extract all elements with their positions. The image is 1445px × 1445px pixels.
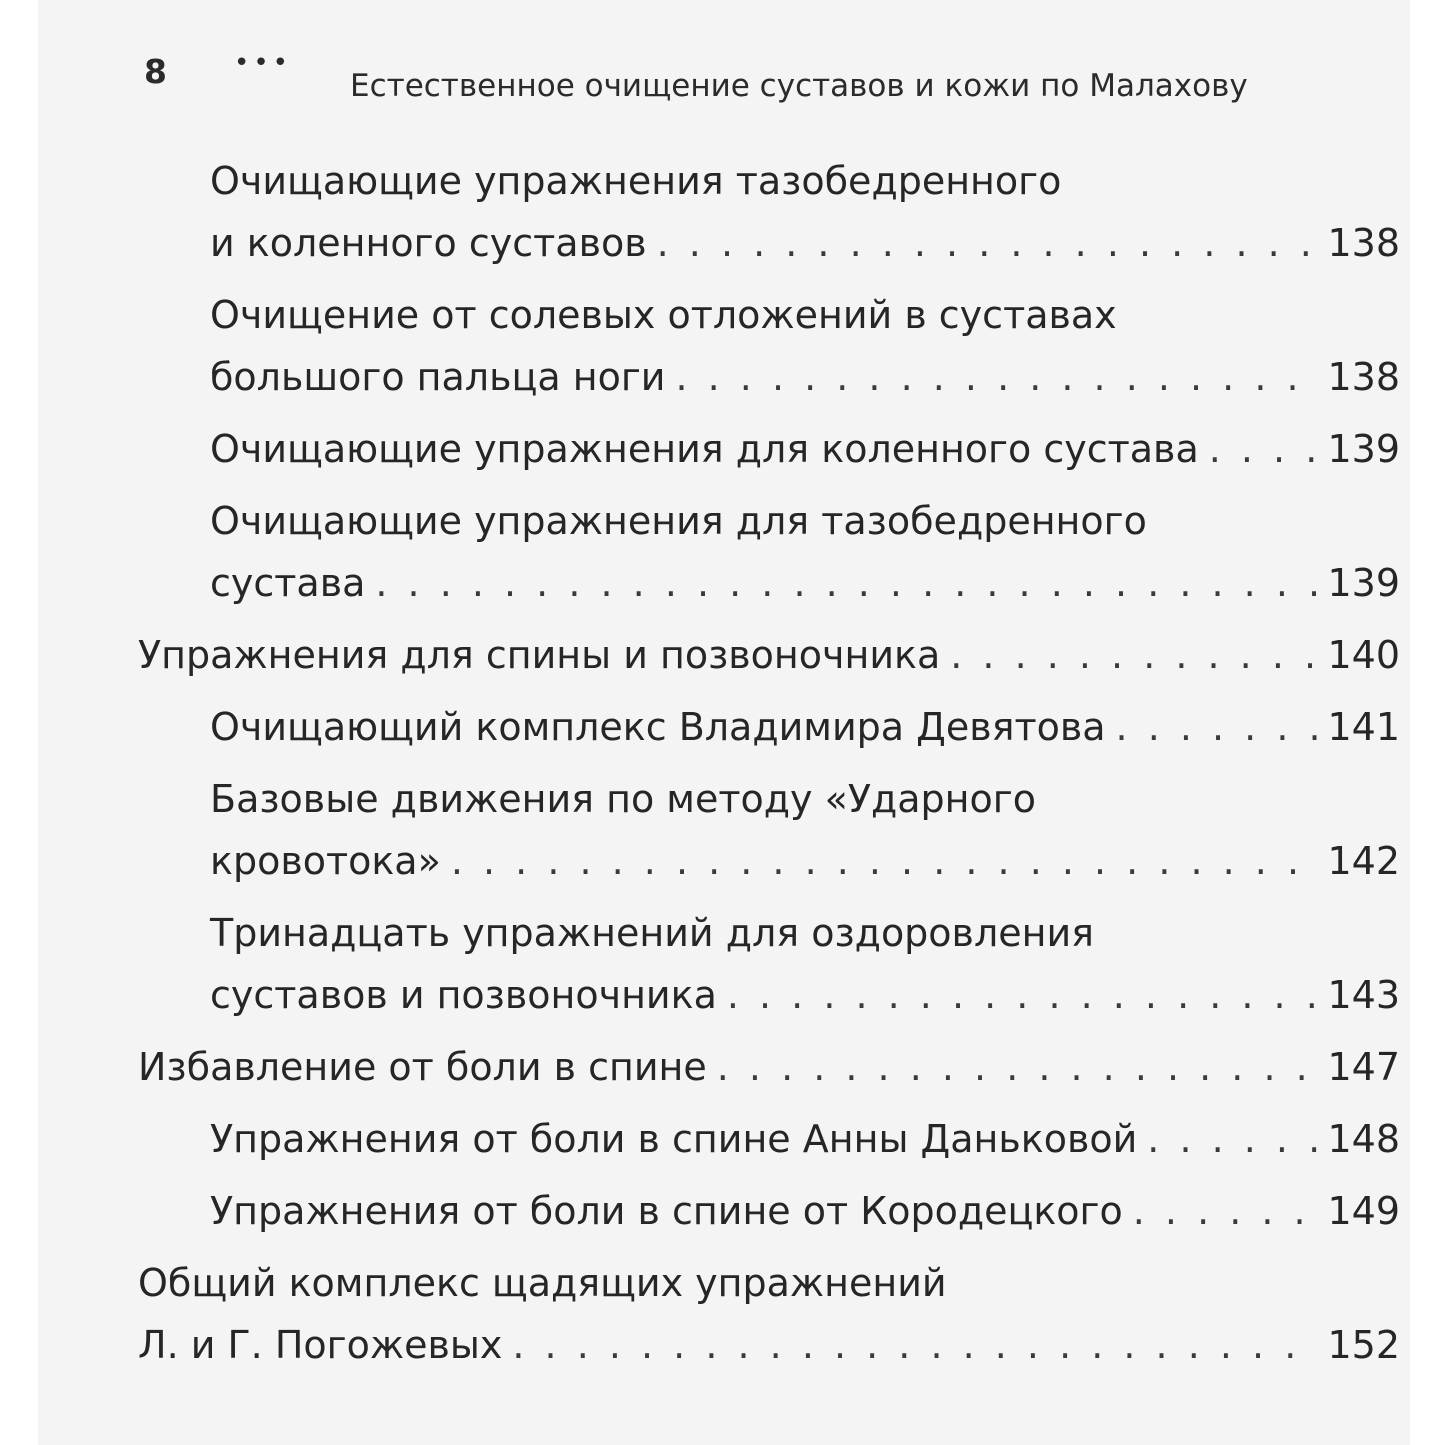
toc-entry-title: Упражнения для спины и позвоночника — [138, 633, 941, 677]
toc-page-number: 141 — [1327, 705, 1400, 749]
toc-entry-last-line — [210, 212, 1400, 274]
dot-leader — [717, 1036, 1318, 1098]
toc-entry-title: Упражнения от боли в спине Анны Даньковой — [210, 1117, 1138, 1161]
dot-leader — [451, 830, 1318, 892]
toc-page-number: 148 — [1327, 1117, 1400, 1161]
toc-entry — [210, 696, 1400, 758]
dot-leader — [375, 552, 1317, 614]
dot-leader — [950, 624, 1317, 686]
toc-entry-last-line — [210, 552, 1400, 614]
dot-leader — [727, 964, 1318, 1026]
dot-leader — [512, 1314, 1317, 1376]
toc-entry — [210, 284, 1400, 408]
toc-entry-title: Очищающие упражнения для коленного сустава — [210, 427, 1199, 471]
dot-leader — [657, 212, 1318, 274]
dot-leader — [675, 346, 1317, 408]
toc-entry — [138, 1252, 1400, 1376]
toc-entry-title: кровотока» — [210, 839, 441, 883]
toc-entry-title-line: Тринадцать упражнений для оздоровления — [210, 911, 1095, 955]
toc-entry-title-line: Общий комплекс щадящих упражнений — [138, 1261, 947, 1305]
toc-page-number: 139 — [1327, 561, 1400, 605]
toc-entry-last-line — [138, 1314, 1400, 1376]
toc-page-number: 143 — [1327, 973, 1400, 1017]
running-title: Естественное очищение суставов и кожи по Малахову — [350, 68, 1248, 104]
header-bullets: ••• — [234, 48, 293, 78]
toc-page-number: 140 — [1327, 633, 1400, 677]
toc-entry-title-line: Базовые движения по методу «Ударного — [210, 777, 1036, 821]
toc-entry-last-line — [210, 1180, 1400, 1242]
dot-leader — [1147, 1108, 1317, 1170]
toc-entry-title-line: Очищающие упражнения тазобедренного — [210, 159, 1062, 203]
book-page — [38, 0, 1410, 1445]
toc-entry-title: сустава — [210, 561, 366, 605]
toc-entry-title: Л. и Г. Погожевых — [138, 1323, 503, 1367]
page-number: 8 — [144, 52, 167, 91]
table-of-contents — [138, 150, 1400, 1376]
toc-entry-title: Упражнения от боли в спине от Кородецкого — [210, 1189, 1123, 1233]
toc-page-number: 149 — [1327, 1189, 1400, 1233]
toc-entry-last-line — [210, 964, 1400, 1026]
dot-leader — [1116, 696, 1318, 758]
toc-entry — [210, 902, 1400, 1026]
toc-entry-title: большого пальца ноги — [210, 355, 666, 399]
toc-entry-title-line: Очищение от солевых отложений в суставах — [210, 293, 1117, 337]
toc-entry — [210, 1180, 1400, 1242]
toc-page-number: 139 — [1327, 427, 1400, 471]
toc-page-number: 138 — [1327, 355, 1400, 399]
toc-entry — [210, 150, 1400, 274]
toc-entry-last-line — [210, 830, 1400, 892]
toc-entry-last-line — [210, 696, 1400, 758]
toc-entry — [210, 418, 1400, 480]
dot-leader — [1209, 418, 1318, 480]
toc-entry — [210, 1108, 1400, 1170]
toc-entry-title: Избавление от боли в спине — [138, 1045, 707, 1089]
toc-page-number: 138 — [1327, 221, 1400, 265]
dot-leader — [1133, 1180, 1318, 1242]
toc-entry-title: суставов и позвоночника — [210, 973, 717, 1017]
toc-entry-last-line — [210, 346, 1400, 408]
toc-entry-last-line — [210, 1108, 1400, 1170]
toc-entry — [138, 1036, 1400, 1098]
toc-entry-title-line: Очищающие упражнения для тазобедренного — [210, 499, 1147, 543]
toc-entry-title: и коленного суставов — [210, 221, 647, 265]
toc-entry-last-line — [138, 1036, 1400, 1098]
page-header — [138, 48, 1338, 112]
toc-page-number: 142 — [1327, 839, 1400, 883]
toc-entry — [138, 624, 1400, 686]
toc-entry — [210, 768, 1400, 892]
toc-entry-title: Очищающий комплекс Владимира Девятова — [210, 705, 1106, 749]
toc-page-number: 147 — [1327, 1045, 1400, 1089]
toc-page-number: 152 — [1327, 1323, 1400, 1367]
toc-entry-last-line — [138, 624, 1400, 686]
toc-entry-last-line — [210, 418, 1400, 480]
toc-entry — [210, 490, 1400, 614]
